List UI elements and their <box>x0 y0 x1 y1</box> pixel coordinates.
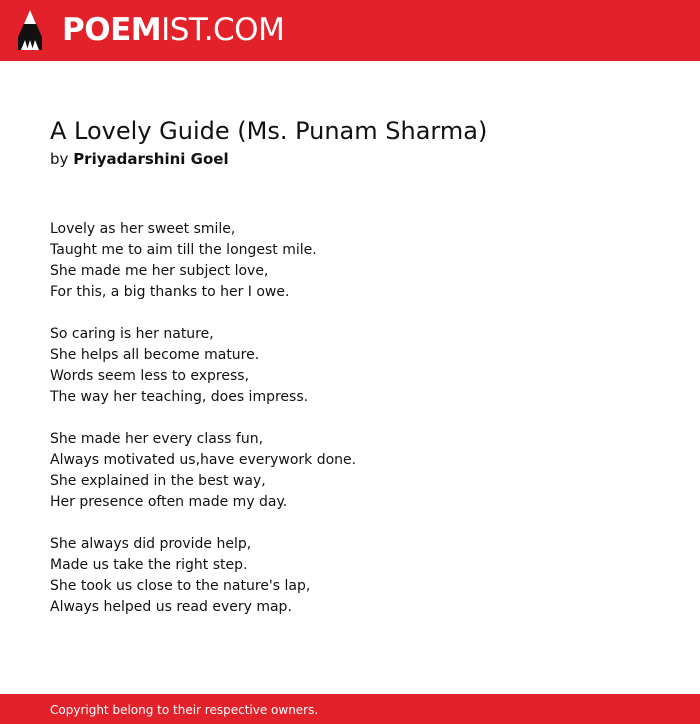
poem-line: She took us close to the nature's lap, <box>50 578 311 594</box>
poem-line: Words seem less to express, <box>50 368 250 384</box>
poem-line: Always helped us read every map. <box>50 599 292 615</box>
poem-line: Always motivated us,have everywork done. <box>50 452 357 468</box>
pencil-icon[interactable] <box>17 9 43 51</box>
stanza <box>50 429 670 513</box>
site-footer <box>0 694 700 724</box>
poem-line: She made her every class fun, <box>50 431 264 447</box>
poem-body <box>50 219 670 639</box>
poem-line: Made us take the right step. <box>50 557 248 573</box>
poem-title: A Lovely Guide (Ms. Punam Sharma) <box>50 117 488 145</box>
poem-line: Taught me to aim till the longest mile. <box>50 242 317 258</box>
poem-line: She helps all become mature. <box>50 347 260 363</box>
poem-line: For this, a big thanks to her I owe. <box>50 284 290 300</box>
poem-line: Her presence often made my day. <box>50 494 288 510</box>
logo-light-text: IST.COM <box>161 12 285 48</box>
poem-line: So caring is her nature, <box>50 326 214 342</box>
site-logo[interactable] <box>62 11 284 49</box>
poem-line: She made me her subject love, <box>50 263 269 279</box>
site-header <box>0 0 700 61</box>
stanza <box>50 219 670 303</box>
author-name: Priyadarshini Goel <box>73 150 229 168</box>
copyright-notice: Copyright belong to their respective owners. <box>50 703 319 717</box>
logo-bold-text: POEM <box>62 12 162 48</box>
by-label: by <box>50 150 69 168</box>
poem-line: She always did provide help, <box>50 536 252 552</box>
poem-line: She explained in the best way, <box>50 473 266 489</box>
poem-byline <box>50 149 229 169</box>
stanza <box>50 534 670 618</box>
stanza <box>50 324 670 408</box>
poem-line: Lovely as her sweet smile, <box>50 221 236 237</box>
poem-line: The way her teaching, does impress. <box>50 389 309 405</box>
